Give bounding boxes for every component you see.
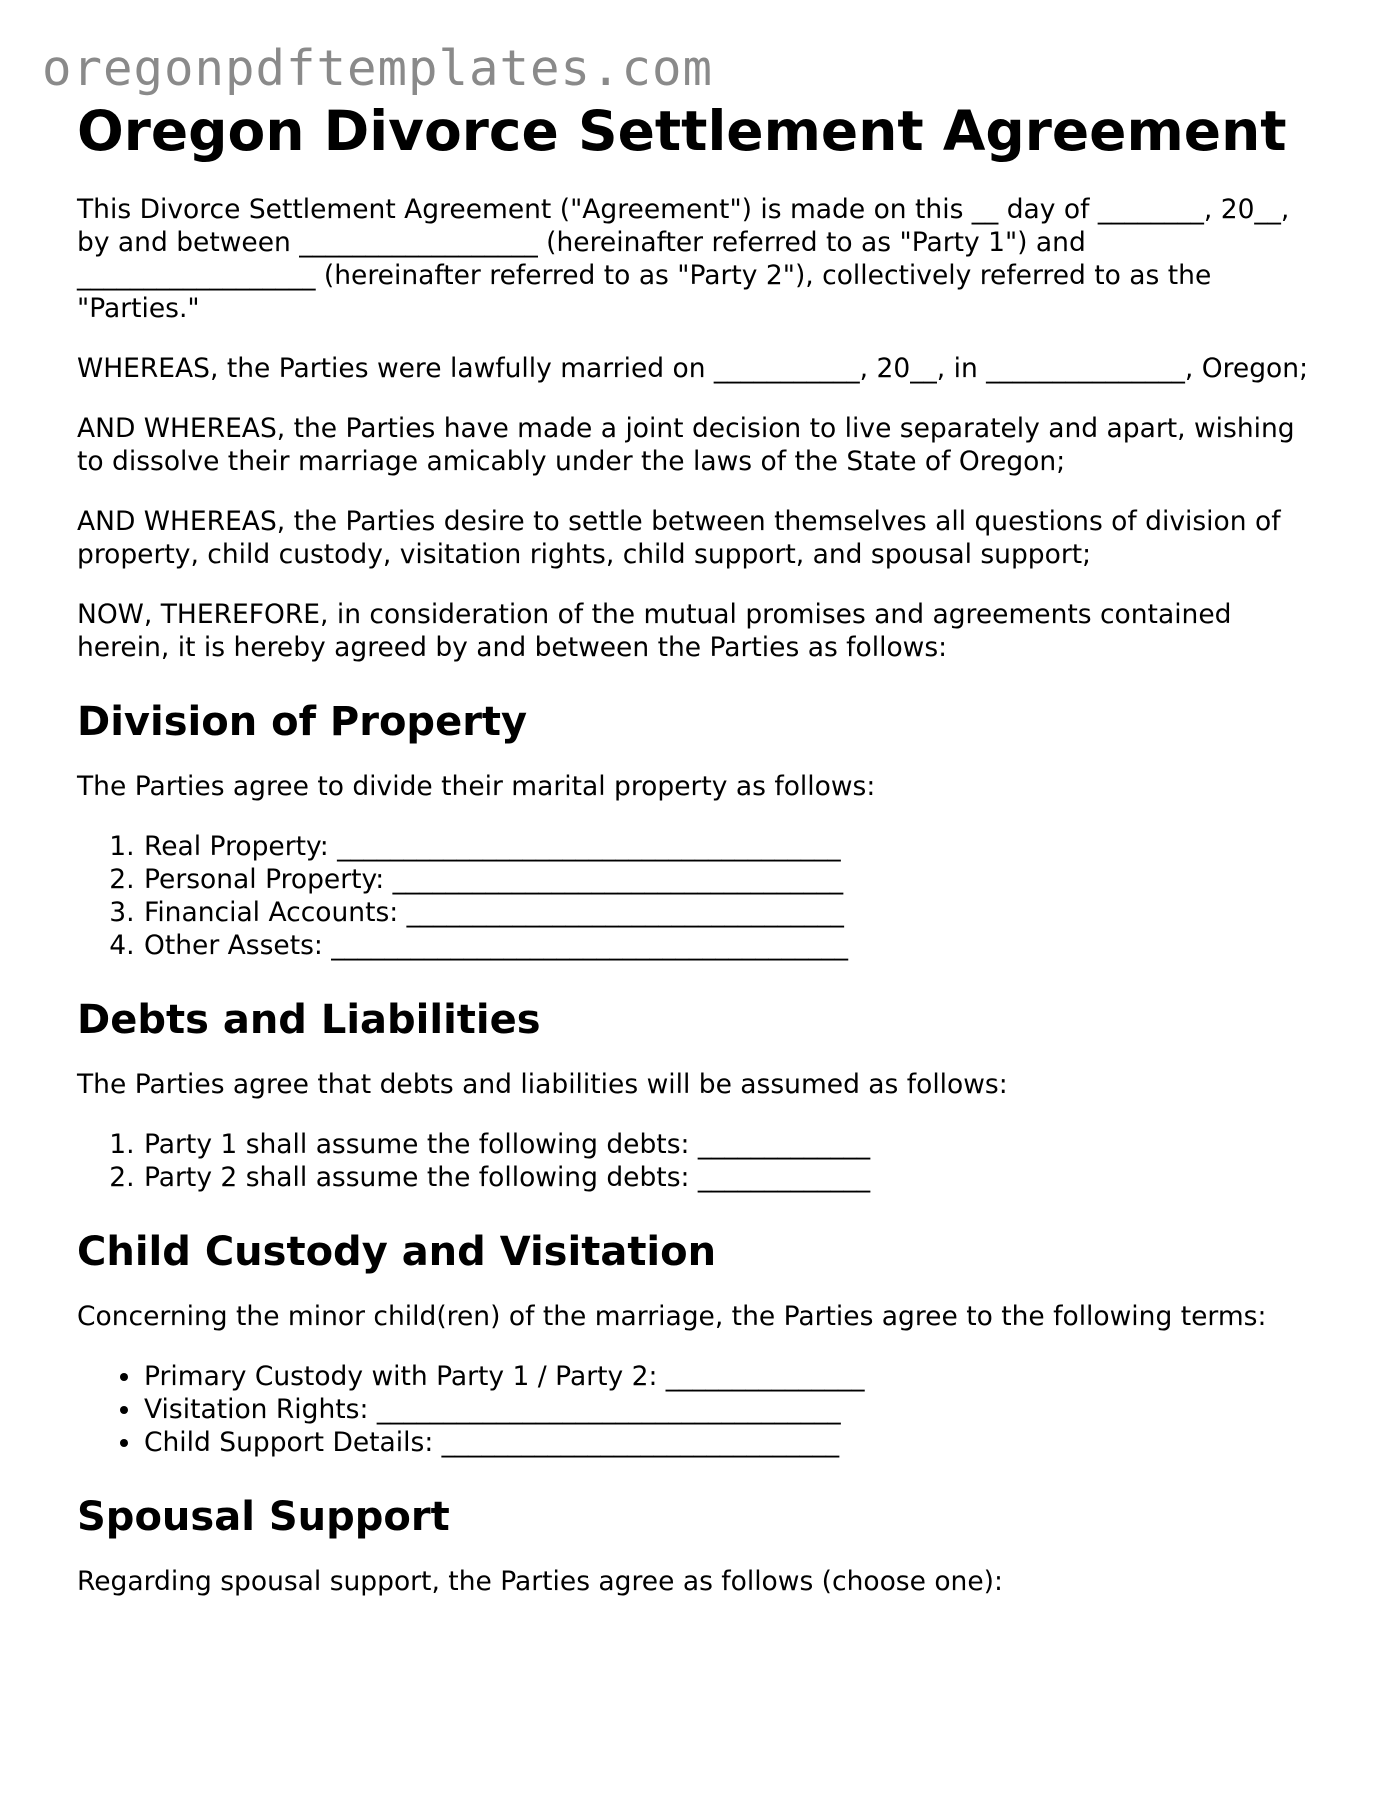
section-heading-custody: Child Custody and Visitation xyxy=(77,1229,717,1275)
recital-separate: AND WHEREAS, the Parties have made a joint decision to live separately and apart, wishing to dissolve their marriage amicably under the laws of the State of Oregon; xyxy=(77,413,1295,477)
custody-intro: Concerning the minor child(ren) of the marriage, the Parties agree to the following terms: xyxy=(77,1301,1267,1332)
list-item: 3. Financial Accounts: _________________________________ xyxy=(143,896,1327,929)
list-item: 1. Real Property: ______________________________________ xyxy=(143,830,1327,863)
list-item: • Visitation Rights: ___________________________________ xyxy=(143,1393,1327,1426)
list-item: 2. Personal Property: __________________________________ xyxy=(143,863,1327,896)
debts-intro: The Parties agree that debts and liabilities will be assumed as follows: xyxy=(77,1069,1008,1100)
debts-list xyxy=(77,1128,1327,1194)
recital-settle: AND WHEREAS, the Parties desire to settle between themselves all questions of division of property, child custody, visitation rights, child support, and spousal support; xyxy=(77,506,1281,570)
spousal-intro: Regarding spousal support, the Parties agree as follows (choose one): xyxy=(77,1566,1003,1597)
section-heading-spousal: Spousal Support xyxy=(77,1494,450,1540)
custody-list xyxy=(77,1360,1327,1459)
recital-married: WHEREAS, the Parties were lawfully married on ___________, 20__, in _______________, Oregon; xyxy=(77,353,1308,384)
list-item: 1. Party 1 shall assume the following debts: _____________ xyxy=(143,1128,1327,1161)
section-heading-property: Division of Property xyxy=(77,699,528,745)
list-item: 4. Other Assets: _______________________________________ xyxy=(143,929,1327,962)
list-item: 2. Party 2 shall assume the following debts: _____________ xyxy=(143,1161,1327,1194)
list-item: • Child Support Details: ______________________________ xyxy=(143,1426,1327,1459)
document-page xyxy=(77,98,1327,1598)
list-item: • Primary Custody with Party 1 / Party 2: _______________ xyxy=(143,1360,1327,1393)
page-title: Oregon Divorce Settlement Agreement xyxy=(77,99,1287,163)
intro-paragraph: This Divorce Settlement Agreement ("Agreement") is made on this __ day of ________, 20__, by and between __________________ (hereinafter referred to as "Party 1") and __________________ (hereinafter referred to as "Party 2"), collectively referred to as the "Parties." xyxy=(77,194,1290,324)
watermark-text: oregonpdftemplates.com xyxy=(42,40,714,97)
property-intro: The Parties agree to divide their marital property as follows: xyxy=(77,771,876,802)
section-heading-debts: Debts and Liabilities xyxy=(77,997,541,1043)
property-list xyxy=(77,830,1327,962)
recital-therefore: NOW, THEREFORE, in consideration of the mutual promises and agreements contained herein, it is hereby agreed by and between the Parties as follows: xyxy=(77,599,1232,663)
